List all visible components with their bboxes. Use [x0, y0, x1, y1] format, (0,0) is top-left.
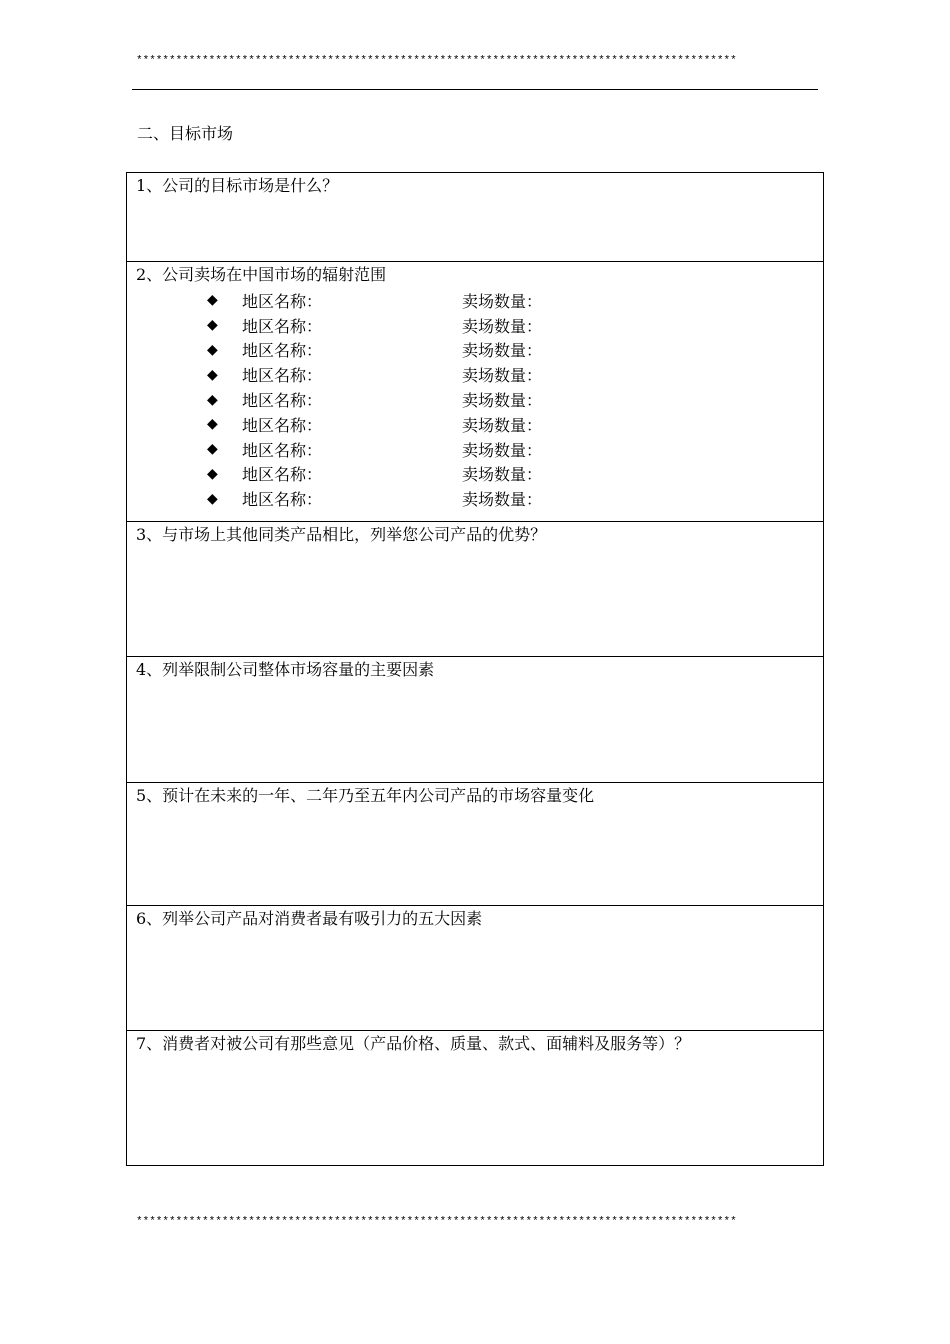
- store-count-label: 卖场数量：: [462, 490, 543, 510]
- questionnaire-table: [126, 172, 824, 1166]
- question-row-4[interactable]: [127, 656, 823, 782]
- region-list: [207, 288, 542, 511]
- diamond-bullet-icon: ◆: [207, 441, 218, 458]
- store-count-label: 卖场数量：: [462, 415, 543, 435]
- header-rule: [132, 89, 818, 90]
- diamond-bullet-icon: ◆: [207, 366, 218, 383]
- store-count-label: 卖场数量：: [462, 341, 543, 361]
- header-star-divider: *******************************************************************************************: [136, 55, 737, 67]
- store-count-label: 卖场数量：: [462, 291, 543, 311]
- question-row-2[interactable]: [127, 261, 823, 521]
- question-row-5[interactable]: [127, 782, 823, 905]
- diamond-bullet-icon: ◆: [207, 490, 218, 507]
- region-item[interactable]: [207, 313, 542, 338]
- region-item[interactable]: [207, 486, 542, 511]
- store-count-label: 卖场数量：: [462, 391, 543, 411]
- question-6-text: 6、列举公司产品对消费者最有吸引力的五大因素: [136, 909, 483, 928]
- diamond-bullet-icon: ◆: [207, 317, 218, 334]
- question-3-text: 3、与市场上其他同类产品相比，列举您公司产品的优势？: [136, 525, 547, 544]
- region-name-label: 地区名称：: [242, 316, 323, 336]
- question-row-1[interactable]: [127, 173, 823, 261]
- region-name-label: 地区名称：: [242, 391, 323, 411]
- question-row-3[interactable]: [127, 521, 823, 656]
- question-row-6[interactable]: [127, 905, 823, 1030]
- region-item[interactable]: [207, 288, 542, 313]
- region-name-label: 地区名称：: [242, 291, 323, 311]
- question-2-text: 2、公司卖场在中国市场的辐射范围: [136, 265, 387, 284]
- region-item[interactable]: [207, 412, 542, 437]
- store-count-label: 卖场数量：: [462, 440, 543, 460]
- region-name-label: 地区名称：: [242, 366, 323, 386]
- region-name-label: 地区名称：: [242, 440, 323, 460]
- region-item[interactable]: [207, 387, 542, 412]
- diamond-bullet-icon: ◆: [207, 465, 218, 482]
- question-5-text: 5、预计在未来的一年、二年乃至五年内公司产品的市场容量变化: [136, 786, 595, 805]
- question-1-text: 1、公司的目标市场是什么？: [136, 176, 339, 195]
- store-count-label: 卖场数量：: [462, 465, 543, 485]
- section-title: 二、目标市场: [137, 124, 234, 143]
- region-item[interactable]: [207, 338, 542, 363]
- region-name-label: 地区名称：: [242, 341, 323, 361]
- diamond-bullet-icon: ◆: [207, 341, 218, 358]
- diamond-bullet-icon: ◆: [207, 292, 218, 309]
- question-row-7[interactable]: [127, 1030, 823, 1165]
- diamond-bullet-icon: ◆: [207, 416, 218, 433]
- store-count-label: 卖场数量：: [462, 366, 543, 386]
- store-count-label: 卖场数量：: [462, 316, 543, 336]
- region-name-label: 地区名称：: [242, 490, 323, 510]
- diamond-bullet-icon: ◆: [207, 391, 218, 408]
- region-name-label: 地区名称：: [242, 415, 323, 435]
- region-item[interactable]: [207, 362, 542, 387]
- footer-star-divider: *******************************************************************************************: [136, 1216, 737, 1228]
- region-item[interactable]: [207, 462, 542, 487]
- question-7-text: 7、消费者对被公司有那些意见（产品价格、质量、款式、面辅料及服务等）？: [136, 1034, 691, 1053]
- question-4-text: 4、列举限制公司整体市场容量的主要因素: [136, 660, 435, 679]
- region-item[interactable]: [207, 437, 542, 462]
- region-name-label: 地区名称：: [242, 465, 323, 485]
